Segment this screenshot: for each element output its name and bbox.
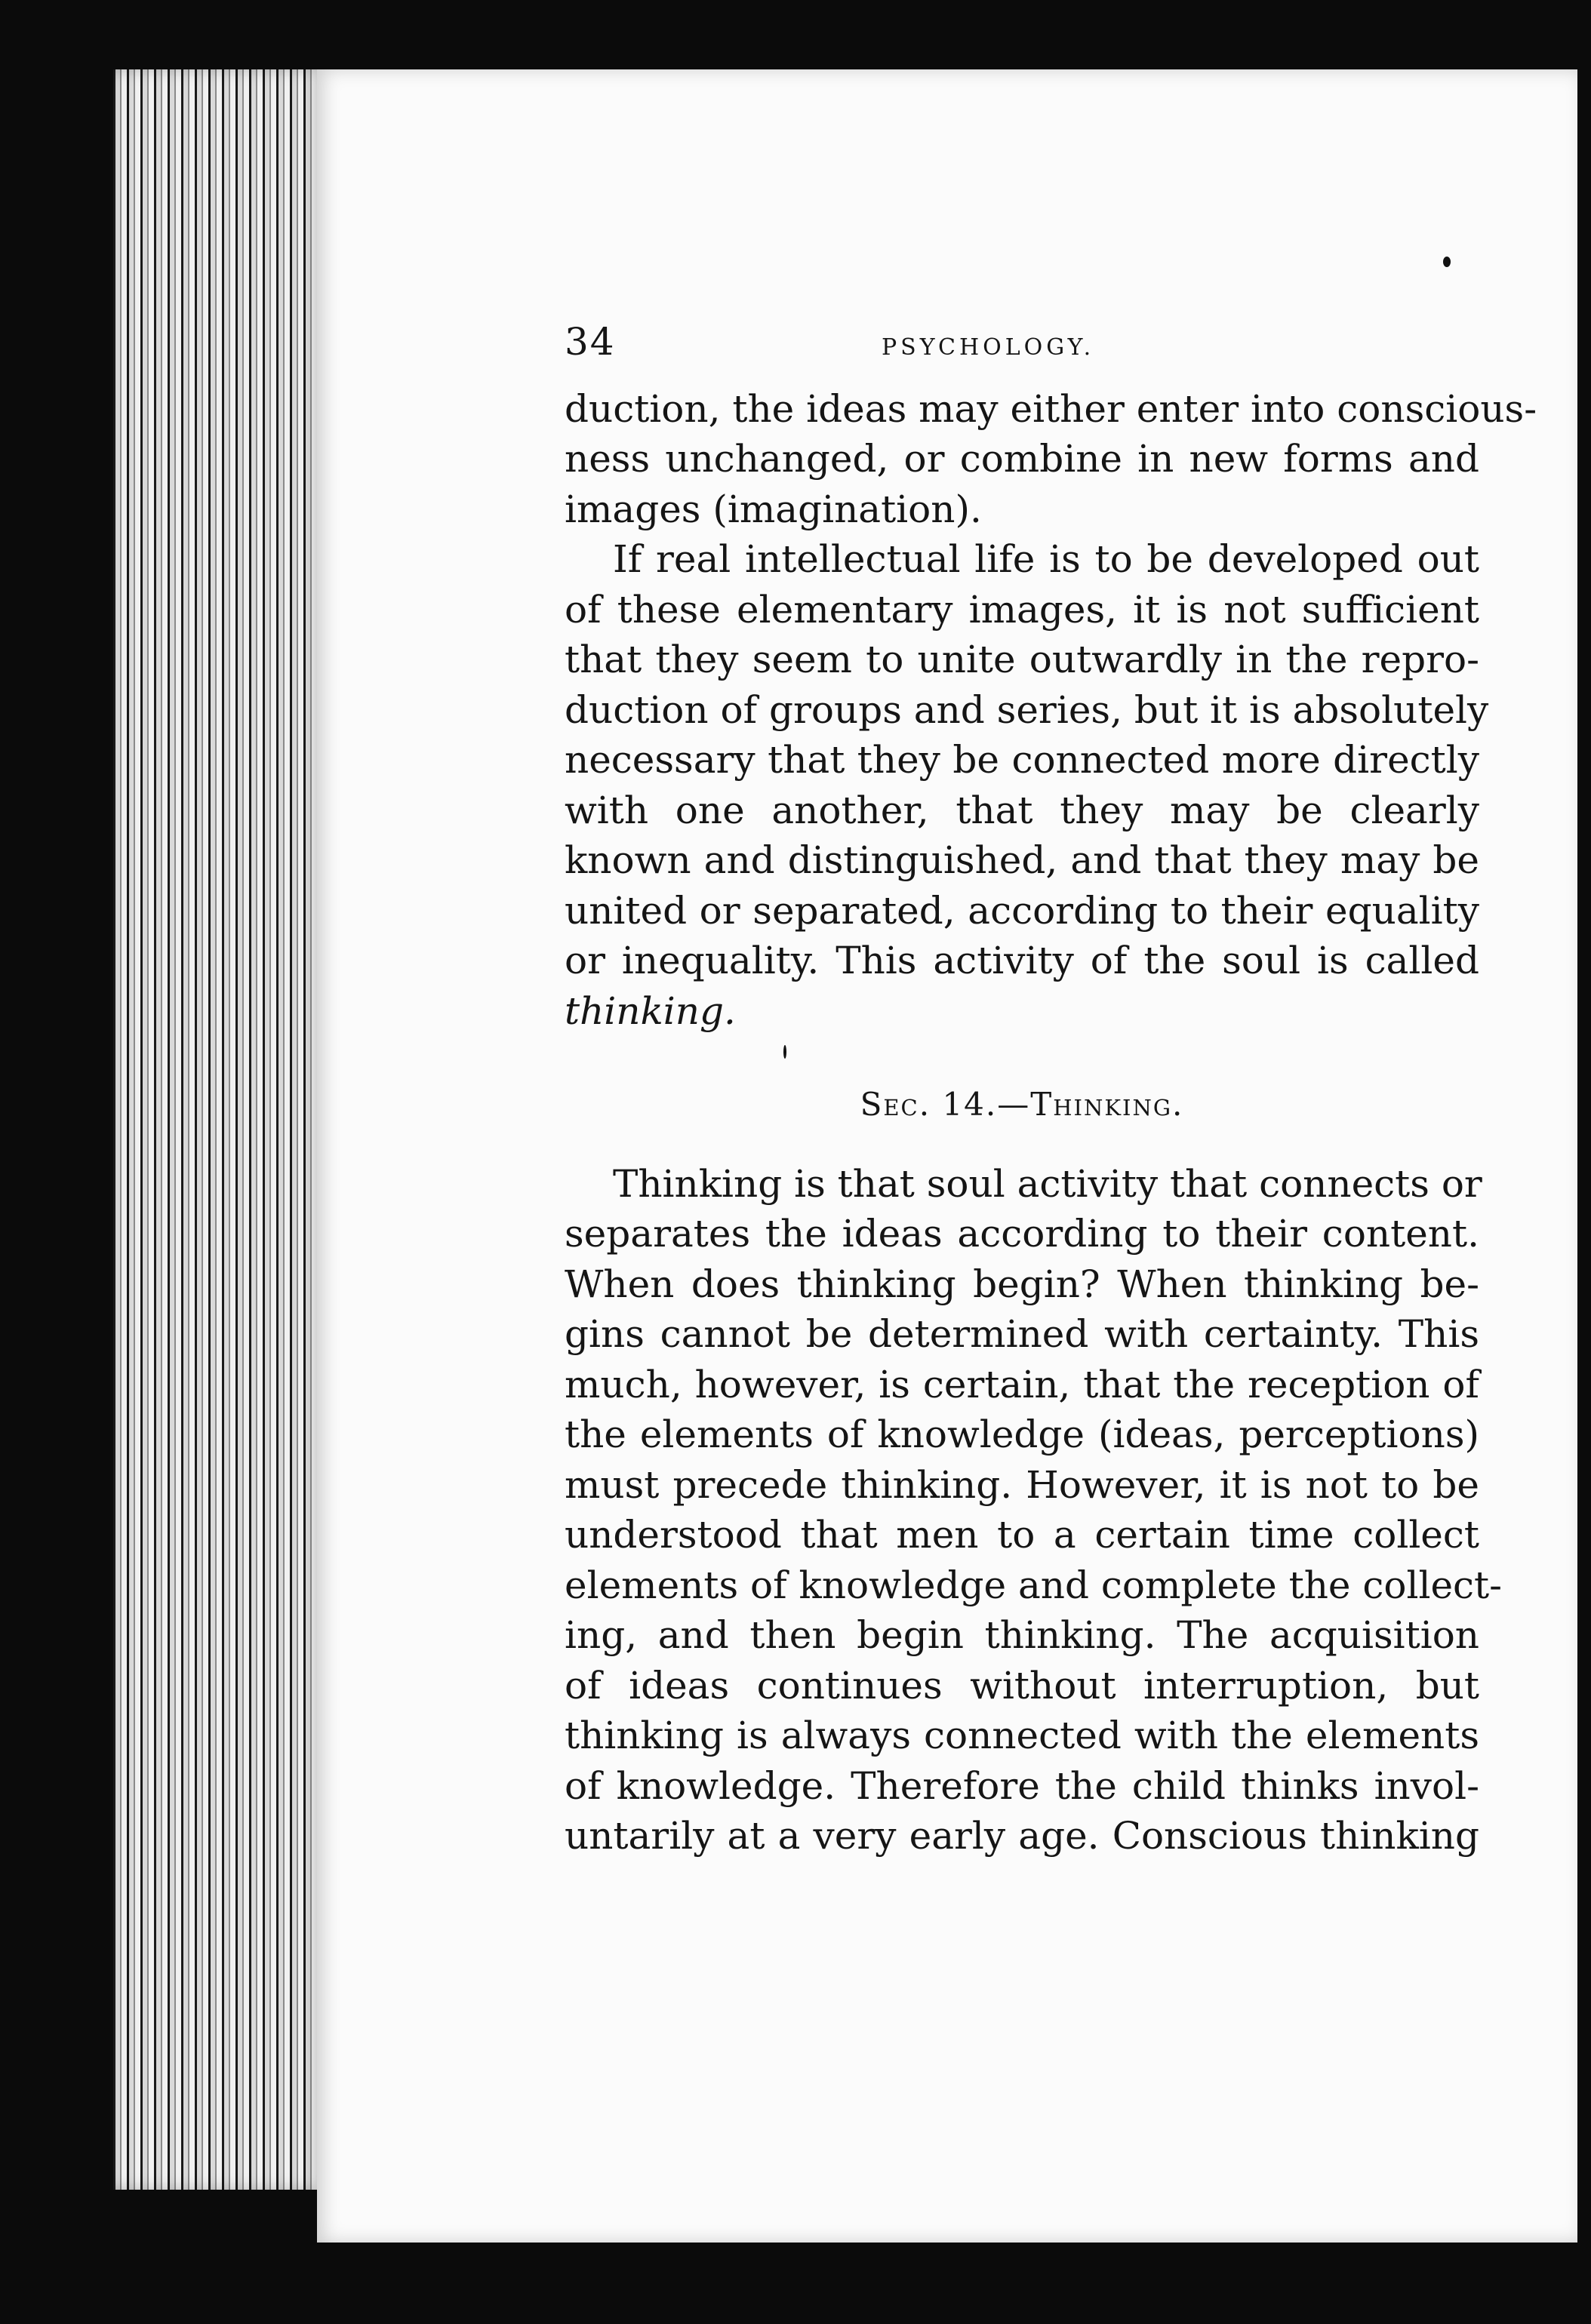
text-line: the elements of knowledge (ideas, perceptions) bbox=[565, 1413, 1479, 1456]
text-line: of these elementary images, it is not sufficient bbox=[565, 587, 1479, 632]
text-line: much, however, is certain, that the reception of bbox=[565, 1362, 1479, 1406]
text-line: united or separated, according to their equality bbox=[565, 888, 1479, 933]
text-line: gins cannot be determined with certainty. This bbox=[565, 1312, 1479, 1356]
text-line: duction, the ideas may either enter into conscious- bbox=[565, 386, 1537, 431]
text-line: of knowledge. Therefore the child thinks invol- bbox=[565, 1763, 1479, 1808]
section-heading: Sec. 14.—Thinking. bbox=[860, 1086, 1184, 1123]
text-line: thinking is always connected with the elements bbox=[565, 1714, 1479, 1757]
ink-speck bbox=[1443, 257, 1451, 267]
text-line: that they seem to unite outwardly in the repro- bbox=[565, 638, 1479, 681]
paragraph-thinking-definition bbox=[565, 1159, 1503, 1861]
text-line: necessary that they be connected more directly bbox=[565, 738, 1479, 782]
text-line: Thinking is that soul activity that connects or bbox=[613, 1161, 1482, 1206]
text-line: ing, and then begin thinking. The acquisition bbox=[565, 1613, 1479, 1657]
paragraph-intellectual-life bbox=[565, 534, 1489, 1036]
running-head bbox=[565, 317, 1479, 374]
text-line: When does thinking begin? When thinking be- bbox=[565, 1262, 1479, 1306]
text-line: untarily at a very early age. Conscious thinking bbox=[565, 1814, 1479, 1858]
text-line: elements of knowledge and complete the collect- bbox=[565, 1563, 1503, 1607]
scanner-bottom-shadow bbox=[0, 2243, 1591, 2324]
text-line: separates the ideas according to their content. bbox=[565, 1212, 1479, 1256]
paragraph-continuation bbox=[565, 384, 1537, 535]
text-line: with one another, that they may be clearly bbox=[565, 788, 1479, 832]
italic-term-thinking: thinking. bbox=[565, 988, 736, 1033]
text-line: of ideas continues without interruption, but bbox=[565, 1663, 1479, 1708]
text-line: images (imagination). bbox=[565, 487, 982, 531]
text-line: ness unchanged, or combine in new forms and bbox=[565, 437, 1479, 481]
text-line: known and distinguished, and that they may be bbox=[565, 838, 1479, 882]
page-number: 34 bbox=[565, 320, 616, 364]
text-line: duction of groups and series, but it is absolutely bbox=[565, 687, 1489, 732]
page-text-block bbox=[565, 317, 1537, 1861]
text-line: understood that men to a certain time collect bbox=[565, 1513, 1479, 1557]
ink-speck bbox=[783, 1045, 786, 1059]
text-line: or inequality. This activity of the soul is called bbox=[565, 939, 1479, 982]
book-page-edges bbox=[113, 69, 325, 2190]
running-head-title: PSYCHOLOGY. bbox=[882, 334, 1095, 361]
text-line: must precede thinking. However, it is not to be bbox=[565, 1462, 1479, 1507]
text-line: If real intellectual life is to be developed out bbox=[613, 537, 1479, 581]
